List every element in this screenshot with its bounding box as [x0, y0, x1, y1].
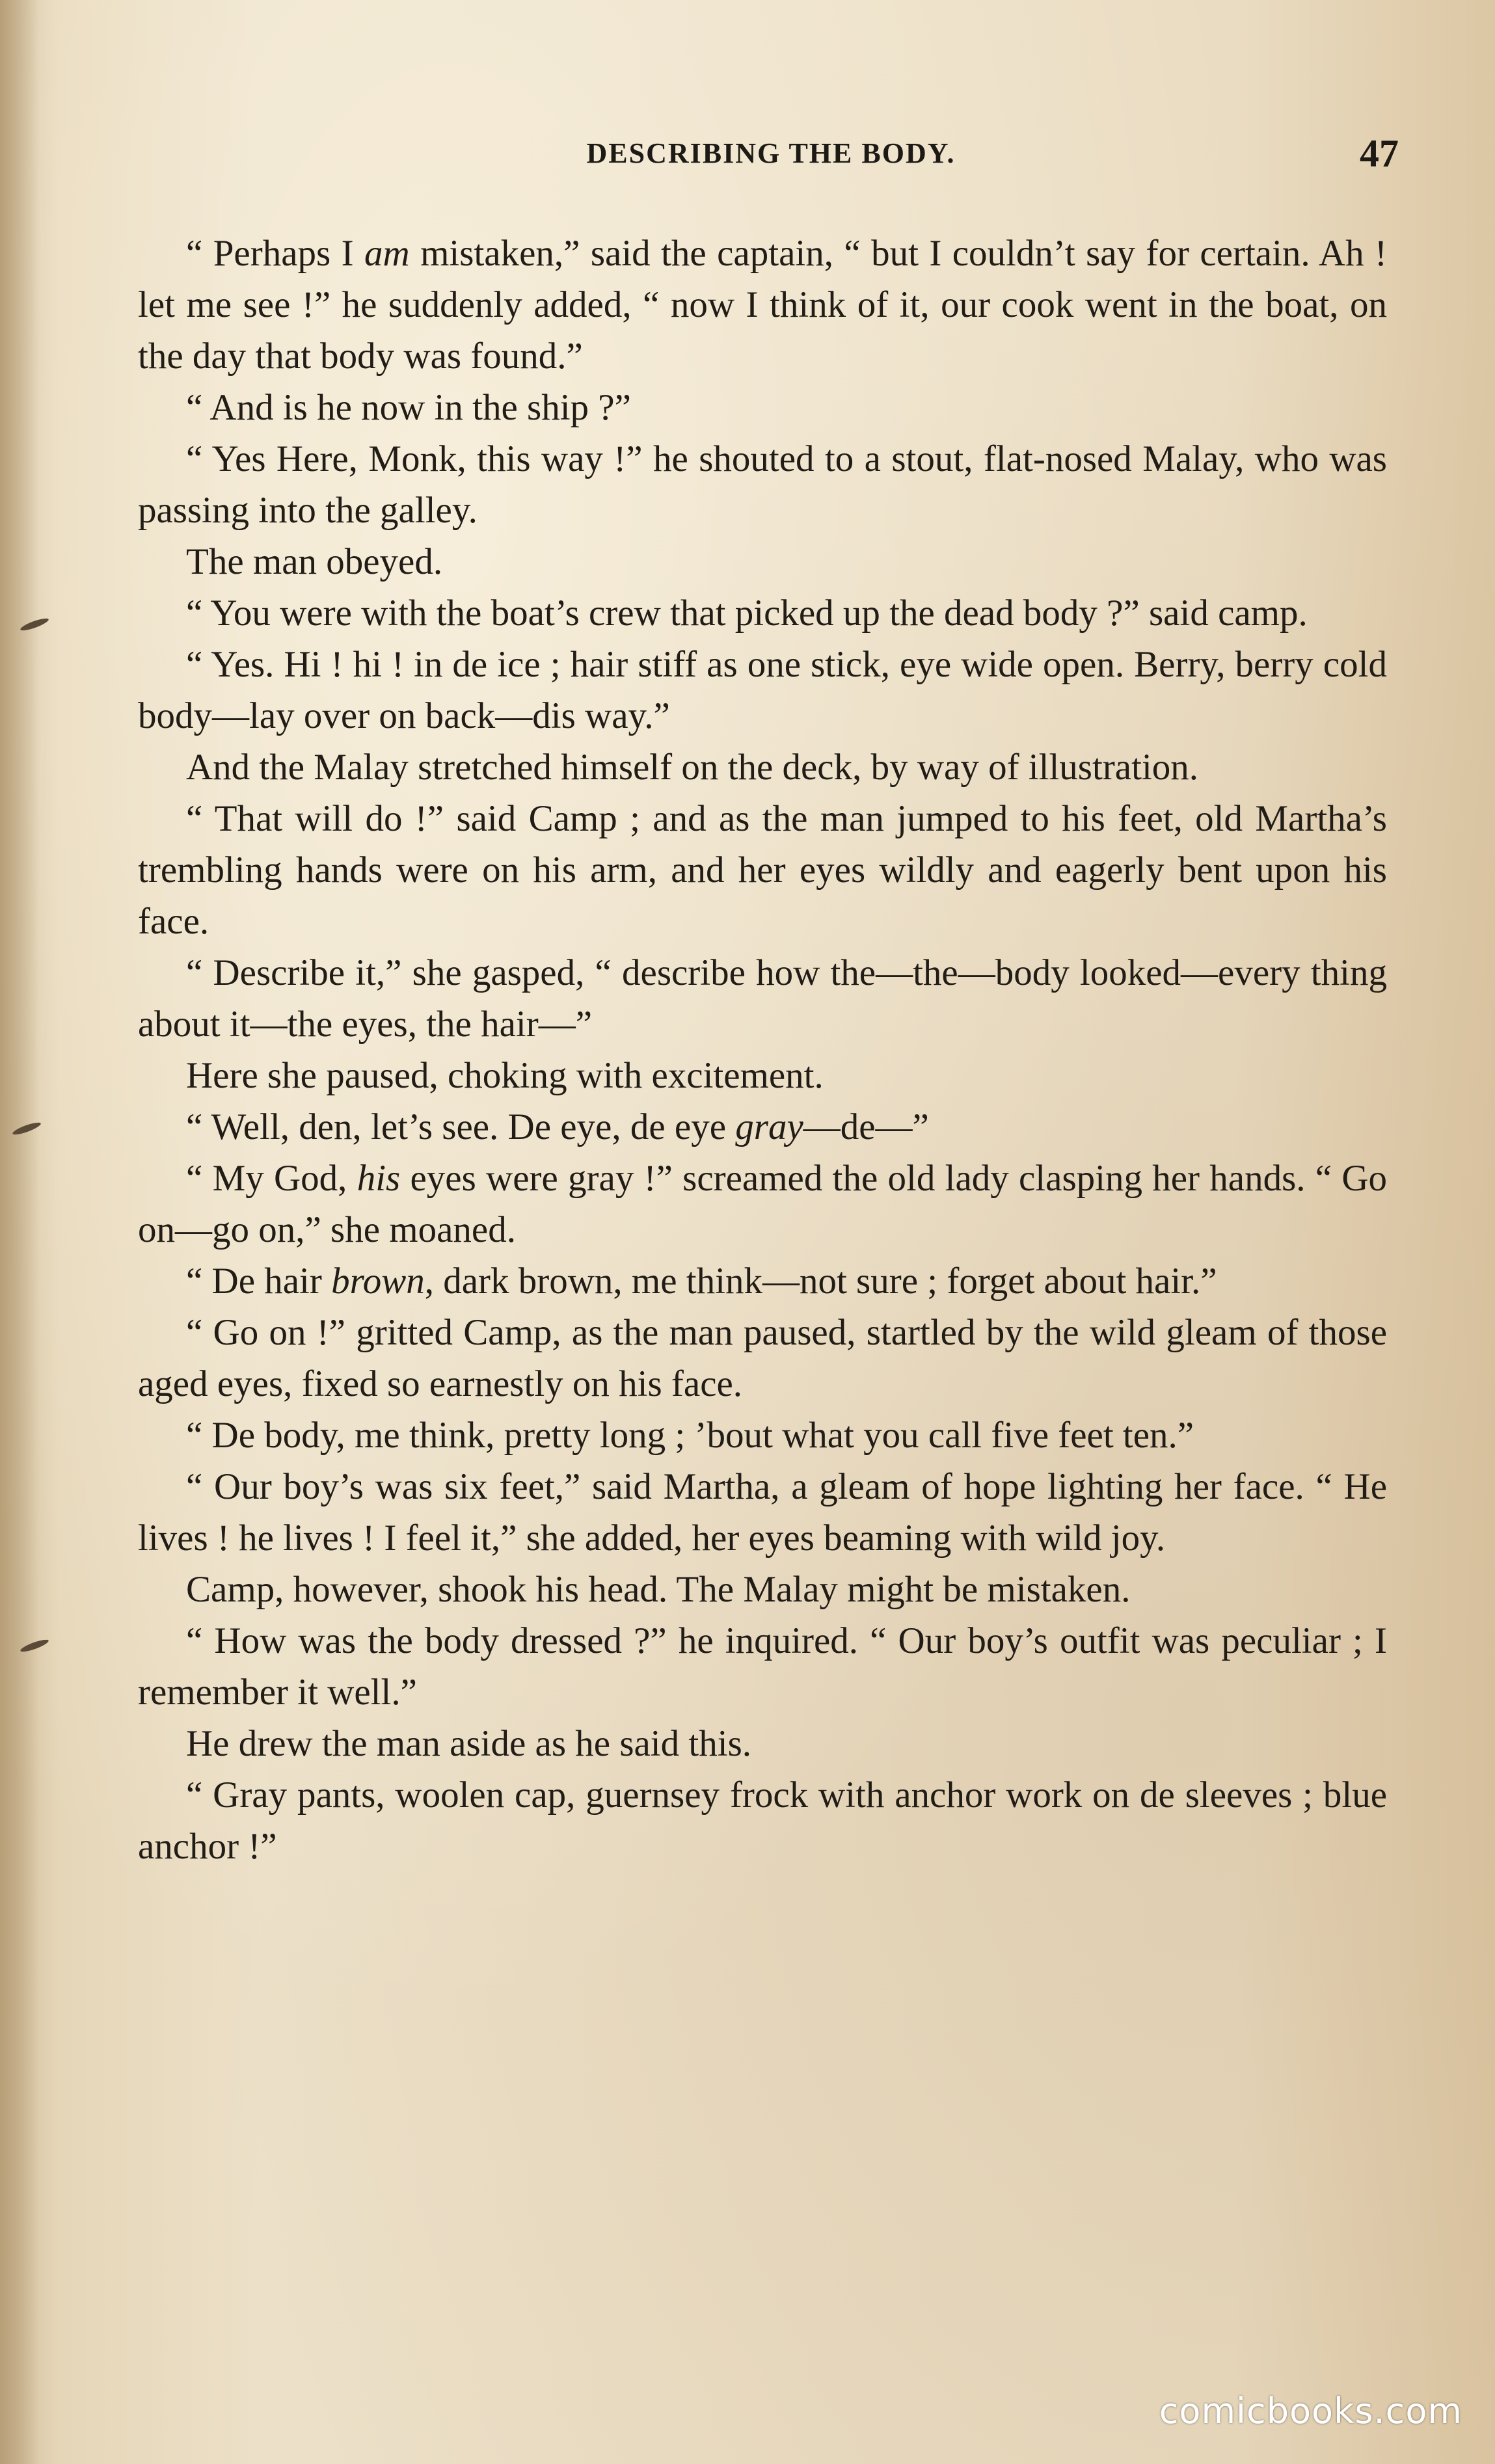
- paragraph: [138, 587, 1387, 639]
- text-run: Here she paused, choking with excitement.: [186, 1055, 824, 1096]
- text-run: He drew the man aside as he said this.: [186, 1723, 751, 1764]
- text-run: eyes were gray !” screamed the old lady clasping her hands. “ Go on—go on,” she moaned.: [138, 1158, 1387, 1250]
- body-text: [138, 228, 1387, 1872]
- page-header: [143, 132, 1399, 182]
- text-run: mistaken,” said the captain, “ but I couldn’t say for certain. Ah ! let me see !” he suddenly added, “ now I think of it, our cook went in the boat, on the day that body was found.”: [138, 233, 1387, 377]
- paragraph: [138, 228, 1387, 382]
- text-run: “ Yes. Hi ! hi ! in de ice ; hair stiff as one stick, eye wide open. Berry, berry cold body—lay over on back—dis way.”: [138, 644, 1387, 736]
- page-edge-shadow: [0, 0, 39, 2464]
- running-head: DESCRIBING THE BODY.: [586, 137, 956, 169]
- paragraph: [138, 793, 1387, 947]
- paragraph: [138, 1410, 1387, 1461]
- paragraph: [138, 1461, 1387, 1564]
- text-run: , dark brown, me think—not sure ; forget about hair.”: [424, 1261, 1217, 1302]
- italic-run: gray: [735, 1106, 803, 1147]
- text-run: “ De hair: [186, 1261, 332, 1302]
- page-number: 47: [1360, 132, 1399, 175]
- paragraph: [138, 1718, 1387, 1769]
- paragraph: [138, 1564, 1387, 1615]
- watermark: comicbooks.com: [1159, 2390, 1462, 2431]
- text-run: —de—”: [803, 1106, 929, 1147]
- text-run: The man obeyed.: [186, 541, 443, 582]
- text-run: “ You were with the boat’s crew that picked up the dead body ?” said camp.: [186, 593, 1308, 634]
- text-run: “ Describe it,” she gasped, “ describe how the—the—body looked—every thing about it—the eyes, the hair—”: [138, 952, 1387, 1045]
- text-run: “ And is he now in the ship ?”: [186, 387, 631, 428]
- paragraph: [138, 742, 1387, 793]
- paragraph: [138, 1769, 1387, 1872]
- text-run: “ My God,: [186, 1158, 357, 1199]
- paragraph: [138, 1050, 1387, 1101]
- text-run: “ Our boy’s was six feet,” said Martha, a gleam of hope lighting her face. “ He lives ! he lives ! I feel it,” she added, her eyes beaming with wild joy.: [138, 1466, 1387, 1559]
- paragraph: [138, 639, 1387, 742]
- paragraph: [138, 1153, 1387, 1255]
- paragraph: [138, 947, 1387, 1050]
- paragraph: [138, 433, 1387, 536]
- text-run: Camp, however, shook his head. The Malay might be mistaken.: [186, 1569, 1131, 1610]
- text-run: “ Yes Here, Monk, this way !” he shouted to a stout, flat-nosed Malay, who was passing into the galley.: [138, 438, 1387, 531]
- italic-run: his: [357, 1158, 401, 1199]
- paragraph: [138, 536, 1387, 587]
- text-run: “ Well, den, let’s see. De eye, de eye: [186, 1106, 736, 1147]
- text-run: “ Gray pants, woolen cap, guernsey frock with anchor work on de sleeves ; blue anchor !”: [138, 1774, 1387, 1867]
- paragraph: [138, 1101, 1387, 1153]
- paragraph: [138, 382, 1387, 433]
- italic-run: am: [364, 233, 410, 274]
- text-run: “ De body, me think, pretty long ; ’bout what you call five feet ten.”: [186, 1415, 1194, 1456]
- paragraph: [138, 1307, 1387, 1410]
- italic-run: brown: [331, 1261, 425, 1302]
- text-run: And the Malay stretched himself on the deck, by way of illustration.: [186, 747, 1199, 788]
- text-run: “ Perhaps I: [186, 233, 364, 274]
- text-run: “ How was the body dressed ?” he inquired. “ Our boy’s outfit was peculiar ; I remember it well.”: [138, 1620, 1387, 1713]
- paragraph: [138, 1615, 1387, 1718]
- text-run: “ That will do !” said Camp ; and as the man jumped to his feet, old Martha’s trembling hands were on his arm, and her eyes wildly and eagerly bent upon his face.: [138, 798, 1387, 942]
- paragraph: [138, 1255, 1387, 1307]
- text-run: “ Go on !” gritted Camp, as the man paused, startled by the wild gleam of those aged eyes, fixed so earnestly on his face.: [138, 1312, 1387, 1404]
